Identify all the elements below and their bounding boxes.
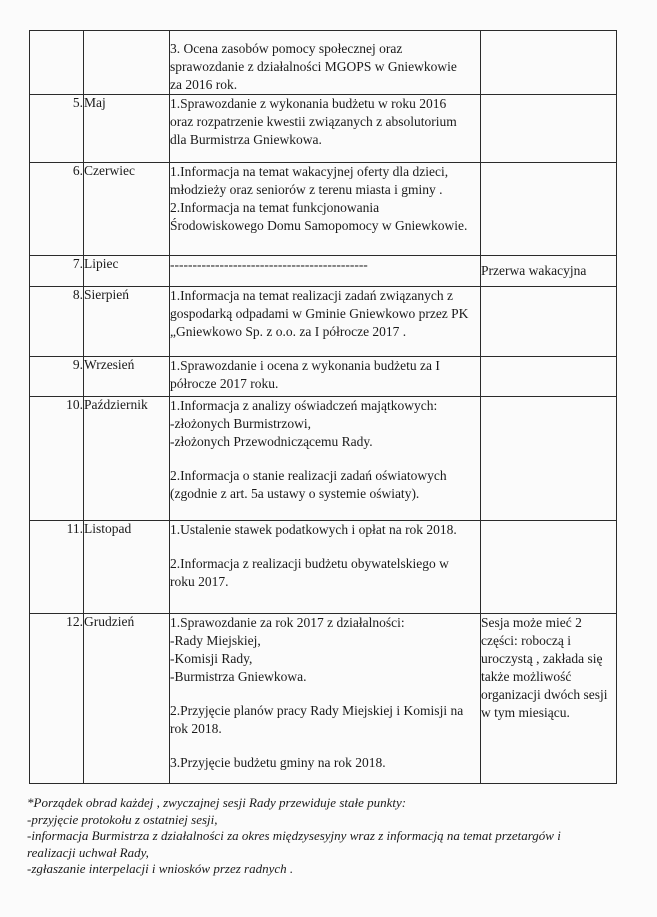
table-row (30, 163, 617, 256)
topic-item: 3.Przyjęcie budżetu gminy na rok 2018. (170, 755, 386, 770)
topic-item: 2.Przyjęcie planów pracy Rady Miejskiej i Komisji na rok 2018. (170, 703, 464, 736)
month-cell: Listopad (84, 521, 170, 614)
footnote: *Porządek obrad każdej , zwyczajnej sesji Rady przewiduje stałe punkty: -przyjęcie protokołu z ostatniej sesji, -informacja Burmistrza z działalności za okres międzysesyjny wraz z informacją na temat przetargów i realizacji uchwał Rady, -zgłaszanie interpelacji i wniosków przez radnych . (27, 795, 561, 876)
topics-cell (170, 256, 481, 287)
month-cell: Grudzień (84, 614, 170, 784)
note-cell (481, 95, 617, 163)
topic-item: 1.Informacja na temat wakacyjnej oferty dla dzieci, młodzieży oraz seniorów z terenu miasta i gminy . 2.Informacja na temat funkcjonowania Środowiskowego Domu Samopomocy w Gniewkowie. (170, 164, 468, 233)
topic-item: 1.Sprawozdanie z wykonania budżetu w roku 2016 oraz rozpatrzenie kwestii związanych z absolutorium dla Burmistrza Gniewkowa. (170, 96, 457, 147)
topics-cell (170, 521, 481, 614)
topic-item: 3. Ocena zasobów pomocy społecznej oraz sprawozdanie z działalności MGOPS w Gniewkowie za 2016 rok. (170, 41, 457, 92)
note-cell (481, 163, 617, 256)
row-number: 12. (30, 614, 84, 784)
row-number: 5. (30, 95, 84, 163)
table-row (30, 521, 617, 614)
table-row (30, 287, 617, 357)
topics-cell (170, 287, 481, 357)
month-cell: Czerwiec (84, 163, 170, 256)
topic-item: 1.Sprawozdanie za rok 2017 z działalności: -Rady Miejskiej, -Komisji Rady, -Burmistrza Gniewkowa. (170, 615, 405, 684)
topics-cell (170, 397, 481, 521)
month-cell: Październik (84, 397, 170, 521)
topic-item: 1.Ustalenie stawek podatkowych i opłat na rok 2018. (170, 522, 457, 537)
topics-cell (170, 357, 481, 397)
table-row (30, 614, 617, 784)
topic-item: -------------------------------------------- (170, 257, 368, 272)
row-number: 10. (30, 397, 84, 521)
note-cell (481, 397, 617, 521)
note-cell (481, 357, 617, 397)
schedule-table (29, 30, 617, 784)
row-number: 9. (30, 357, 84, 397)
note-cell: Przerwa wakacyjna (481, 256, 617, 287)
note-cell (481, 31, 617, 95)
month-cell (84, 31, 170, 95)
month-cell: Lipiec (84, 256, 170, 287)
topic-item: 1.Sprawozdanie i ocena z wykonania budżetu za I półrocze 2017 roku. (170, 358, 440, 391)
table-row (30, 95, 617, 163)
topics-cell (170, 95, 481, 163)
month-cell: Sierpień (84, 287, 170, 357)
note-cell (481, 287, 617, 357)
topic-item: 1.Informacja na temat realizacji zadań związanych z gospodarką odpadami w Gminie Gniewkowo przez PK „Gniewkowo Sp. z o.o. za I półrocze 2017 . (170, 288, 469, 339)
row-number: 6. (30, 163, 84, 256)
month-cell: Maj (84, 95, 170, 163)
topics-cell (170, 31, 481, 95)
row-number: 11. (30, 521, 84, 614)
row-number (30, 31, 84, 95)
table-row (30, 256, 617, 287)
topic-item: 1.Informacja z analizy oświadczeń majątkowych: -złożonych Burmistrzowi, -złożonych Przewodniczącemu Rady. (170, 398, 438, 449)
note-text: Sesja może mieć 2 części: roboczą i uroczystą , zakłada się także możliwość organizacji dwóch sesji w tym miesiącu. (481, 615, 608, 720)
row-number: 8. (30, 287, 84, 357)
note-cell (481, 614, 617, 784)
month-cell: Wrzesień (84, 357, 170, 397)
row-number: 7. (30, 256, 84, 287)
table-row (30, 357, 617, 397)
note-cell (481, 521, 617, 614)
topic-item: 2.Informacja o stanie realizacji zadań oświatowych (zgodnie z art. 5a ustawy o systemie oświaty). (170, 468, 447, 501)
topics-cell (170, 163, 481, 256)
table-row (30, 31, 617, 95)
topic-item: 2.Informacja z realizacji budżetu obywatelskiego w roku 2017. (170, 556, 449, 589)
table-row (30, 397, 617, 521)
topics-cell (170, 614, 481, 784)
